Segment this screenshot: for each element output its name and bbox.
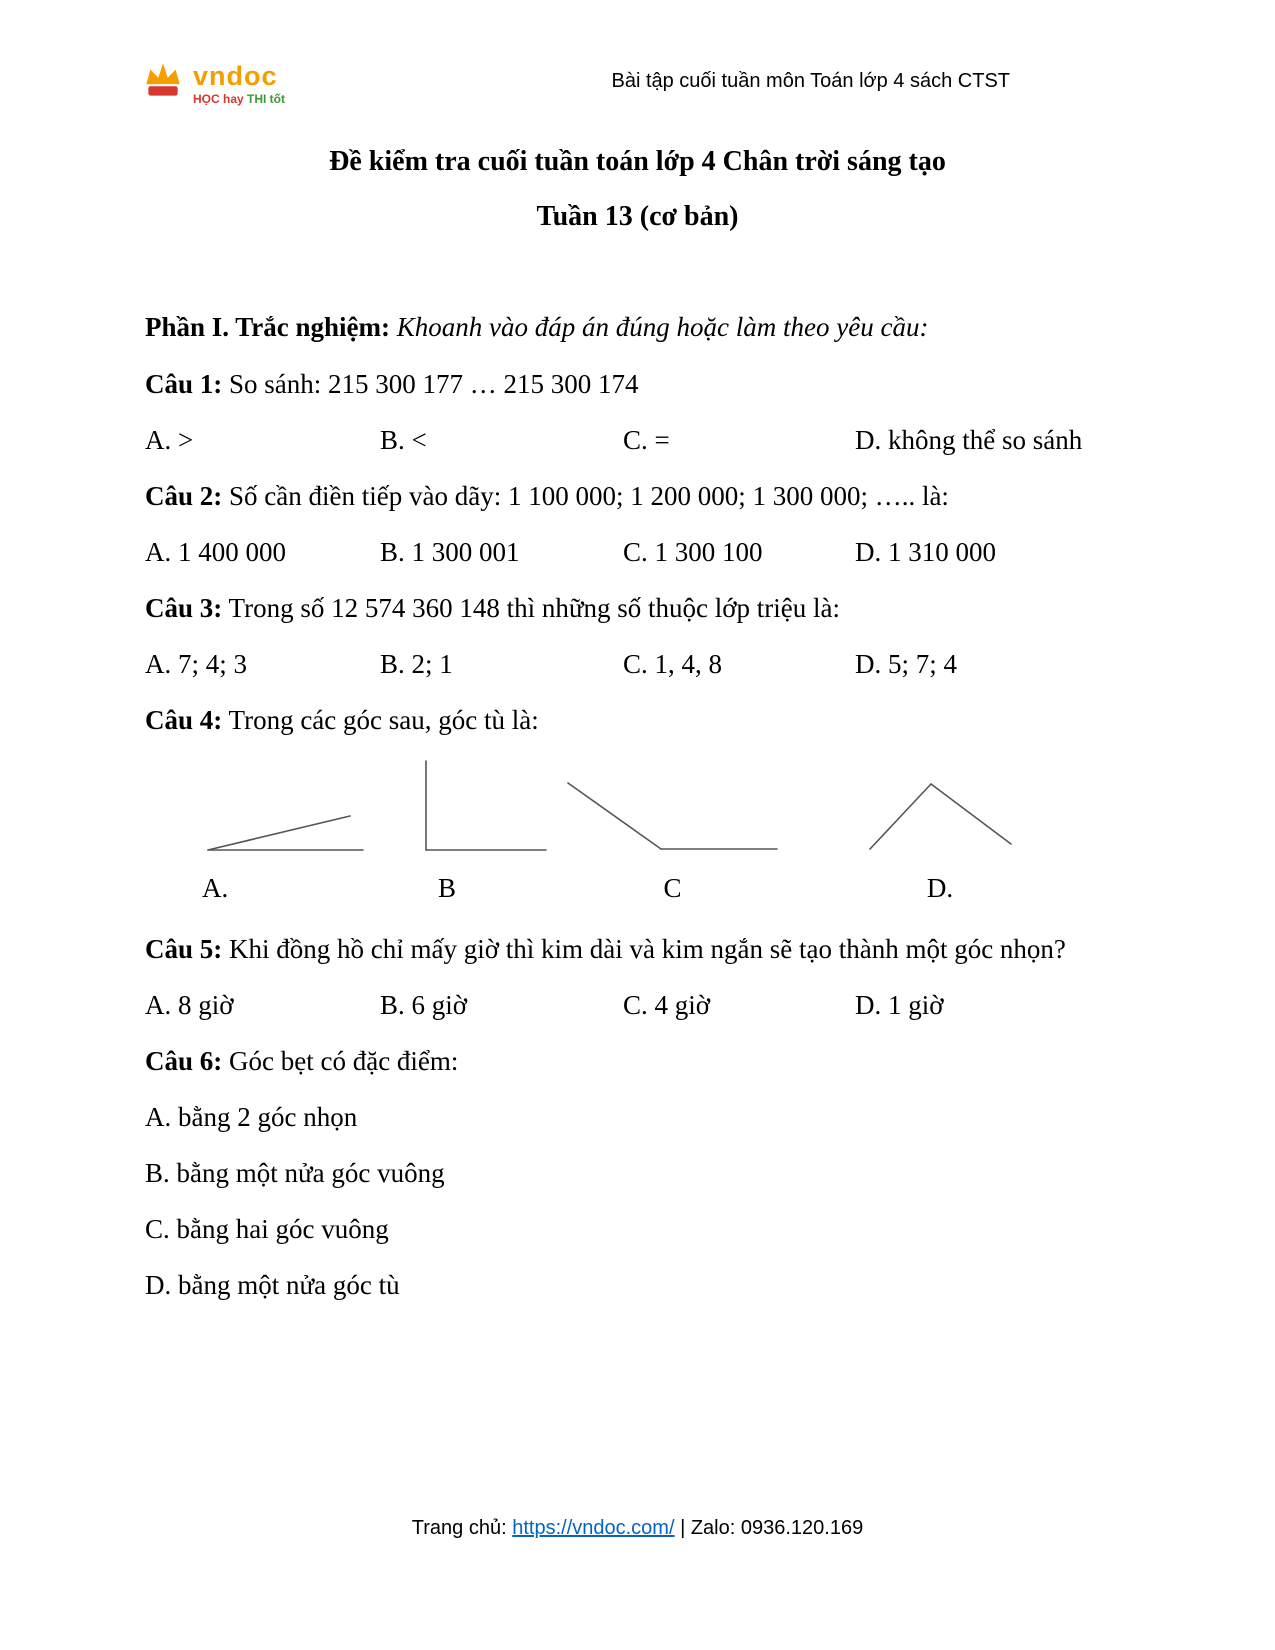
question-5-option-d: D. 1 giờ [855,989,944,1020]
question-2-option-a: A. 1 400 000 [145,536,286,567]
question-1-option-a: A. > [145,424,194,455]
vndoc-crown-icon [140,58,186,109]
section-1-instruction: Khoanh vào đáp án đúng hoặc làm theo yêu cầu: [396,312,929,343]
question-4-text: Trong các góc sau, góc tù là: [228,705,539,736]
question-5 [145,930,1130,969]
question-2-label: Câu 2: [145,480,223,511]
angle-figure-a-label: A. [202,872,229,903]
question-6-option-b: B. bằng một nửa góc vuông [145,1158,445,1189]
upward-peak-angle-icon [865,778,1015,853]
question-2-option-c: C. 1 300 100 [623,536,763,567]
question-3 [145,589,1130,628]
logo-tagline-green: THI tốt [247,91,286,106]
page-title: Đề kiểm tra cuối tuần toán lớp 4 Chân trời sáng tạo [329,146,946,177]
question-6-label: Câu 6: [145,1045,223,1076]
angle-figure-a [200,808,370,908]
question-1-option-d: D. không thể so sánh [855,424,1083,455]
angle-figure-b-label: B [438,872,457,903]
question-1-text: So sánh: 215 300 177 … 215 300 174 [229,368,639,399]
question-2 [145,477,1130,516]
obtuse-angle-icon [565,778,780,853]
footer-prefix: Trang chủ: [411,1517,513,1539]
question-6-option-c: C. bằng hai góc vuông [145,1214,389,1245]
question-1-options [145,421,1130,460]
section-1-label: Phần I. Trắc nghiệm: [145,312,391,343]
footer-zalo-text: | Zalo: 0936.120.169 [674,1517,864,1539]
question-1 [145,365,1130,404]
question-1-option-c: C. = [623,424,670,455]
logo-tagline-red: HỌC hay [193,91,248,106]
question-2-option-b: B. 1 300 001 [380,536,520,567]
question-6-option-d: D. bằng một nửa góc tù [145,1270,400,1301]
question-6 [145,1042,1130,1081]
angle-figure-d-label: D. [926,872,954,903]
header-book-label: Bài tập cuối tuần môn Toán lớp 4 sách CTST [611,70,1010,92]
question-3-label: Câu 3: [145,593,223,624]
vndoc-logo [140,58,285,109]
angle-figure-d [865,778,1015,908]
angle-figure-c-label: C [663,872,682,903]
question-1-option-b: B. < [380,424,427,455]
question-4-label: Câu 4: [145,705,223,736]
question-5-text: Khi đồng hồ chỉ mấy giờ thì kim dài và kim ngắn sẽ tạo thành một góc nhọn? [229,933,1066,964]
question-5-option-a: A. 8 giờ [145,989,234,1020]
right-angle-icon [420,758,550,853]
question-3-options [145,645,1130,684]
angle-figure-c [565,778,780,908]
logo-brand: vndoc [193,60,278,91]
angle-figure-b [420,758,550,908]
section-1-heading [145,308,1130,347]
question-3-text: Trong số 12 574 360 148 thì những số thuộc lớp triệu là: [228,593,840,624]
logo-tagline [193,93,285,105]
question-5-label: Câu 5: [145,933,223,964]
question-2-options [145,533,1130,572]
question-2-text: Số cần điền tiếp vào dãy: 1 100 000; 1 200 000; 1 300 000; ….. là: [229,480,949,511]
question-3-option-d: D. 5; 7; 4 [855,649,958,680]
question-3-option-c: C. 1, 4, 8 [623,649,723,680]
question-1-label: Câu 1: [145,368,223,399]
question-3-option-b: B. 2; 1 [380,649,453,680]
question-6-option-a: A. bằng 2 góc nhọn [145,1102,358,1133]
question-6-text: Góc bẹt có đặc điểm: [229,1045,459,1076]
footer-homepage-link[interactable]: https://vndoc.com/ [512,1517,675,1539]
acute-angle-icon [200,808,370,853]
question-5-options [145,986,1130,1025]
question-5-option-b: B. 6 giờ [380,989,468,1020]
question-3-option-a: A. 7; 4; 3 [145,649,248,680]
page-subtitle: Tuần 13 (cơ bản) [536,201,739,233]
question-2-option-d: D. 1 310 000 [855,536,996,567]
question-4 [145,701,1130,740]
question-5-option-c: C. 4 giờ [623,989,711,1020]
logo-text [193,60,286,106]
question-4-angle-figures [145,758,1130,908]
page-footer [0,1517,1275,1540]
